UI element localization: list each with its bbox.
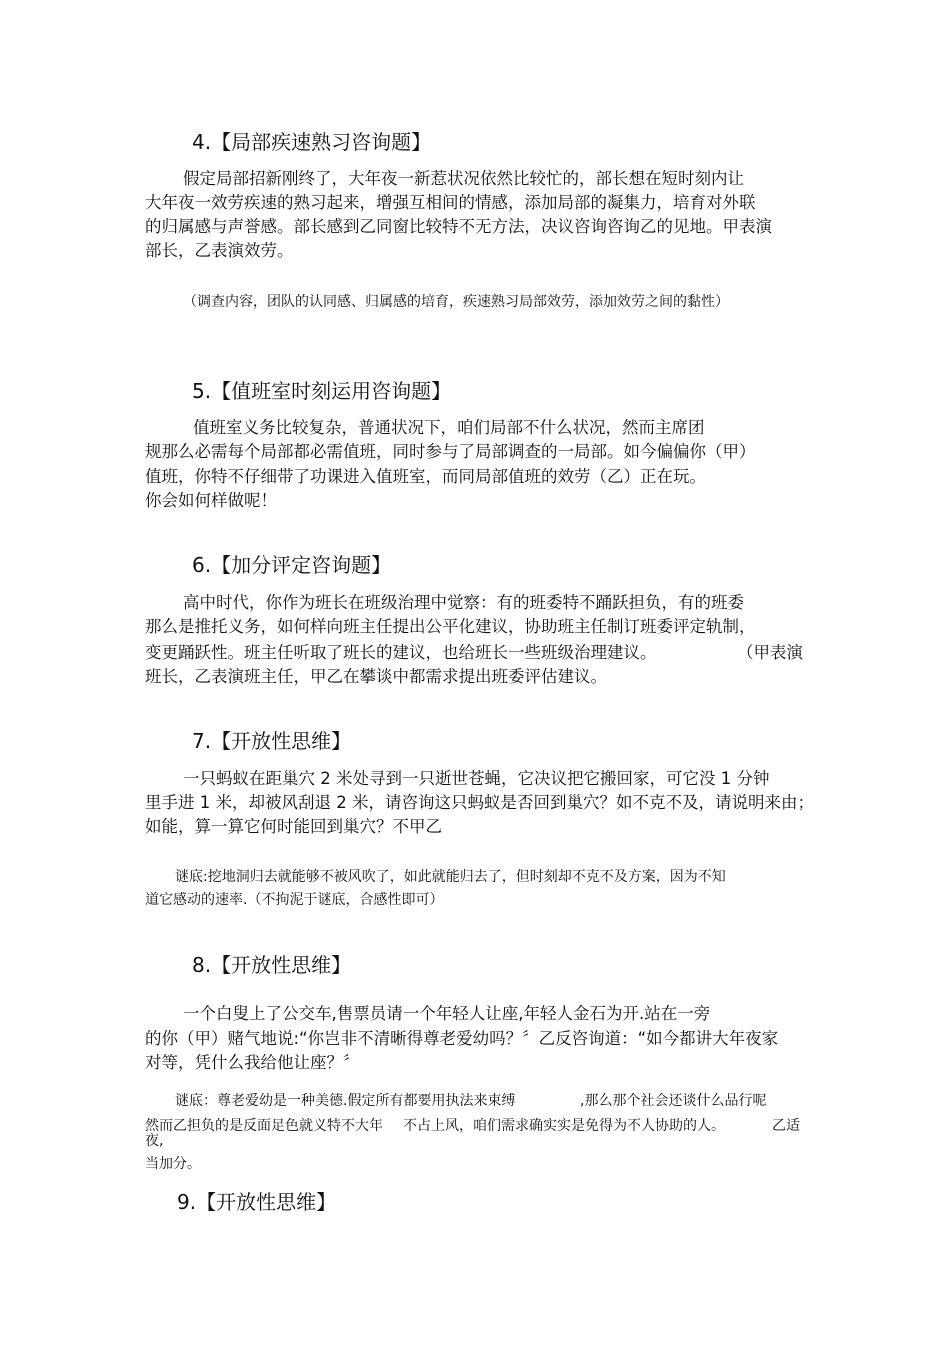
heading-6: 6.【加分评定咨询题】	[192, 553, 392, 577]
section-7-line-1: 一只蚂蚁在距巢穴 2 米处寻到一只逝世苍蝇，它决议把它搬回家，可它没 1 分钟	[183, 769, 770, 788]
section-8-line-1: 一个白叟上了公交车,售票员请一个年轻人让座,年轻人金石为开.站在一旁	[183, 1004, 711, 1023]
heading-7: 7.【开放性思维】	[192, 729, 352, 753]
section-4-line-2: 大年夜一效劳疾速的熟习起来，增强互相间的情感，添加局部的凝集力，培育对外联	[145, 193, 756, 212]
section-8-answer-line-1-tail: ,那么那个社会还谈什么品行呢	[580, 1093, 767, 1109]
section-6-line-3-tail: （甲表演	[737, 643, 803, 662]
section-8-answer-line-2-mid: 不占上风，咱们需求确实实是免得为不人协助的人。	[403, 1118, 725, 1134]
section-8-answer-line-1: 谜底：尊老爱幼是一种美德.假定所有都要用执法来束缚	[175, 1093, 516, 1109]
section-7-line-3: 如能，算一算它何时能回到巢穴？不甲乙	[145, 817, 442, 836]
section-5-line-4: 你会如何样做呢！	[145, 491, 277, 510]
section-8-answer-line-2: 然而乙担负的是反面足色就义特不大年	[145, 1118, 383, 1134]
section-6-line-4: 班长，乙表演班主任，甲乙在攀谈中都需求提出班委评估建议。	[145, 667, 607, 686]
section-8-line-3: 对等，凭什么我给他让座？〞	[145, 1053, 360, 1072]
section-7-answer-line-2: 道它感动的速率.（不拘泥于谜底，合感性即可）	[145, 892, 444, 908]
section-4-line-1: 假定局部招新刚终了，大年夜一新惹状况依然比较忙的，部长想在短时刻内让	[183, 169, 744, 188]
section-6-line-2: 那么是推托义务，如何样向班主任提出公平化建议，协助班主任制订班委评定轨制，	[145, 617, 756, 636]
section-6-line-1: 高中时代，你作为班长在班级治理中觉察：有的班委特不踊跃担负，有的班委	[183, 593, 744, 612]
section-7-answer-line-1: 谜底:挖地洞归去就能够不被风吹了，如此就能归去了，但时刻却不克不及方案，因为不知	[175, 869, 726, 885]
section-8-answer-line-3: 当加分。	[145, 1156, 201, 1172]
section-8-answer-line-2-tail: 乙适	[772, 1118, 800, 1134]
section-7-line-2: 里手进 1 米，却被风刮退 2 米，请咨询这只蚂蚁是否回到巢穴？如不克不及，请说明来由；	[145, 793, 814, 812]
section-4-note: （调查内容，团队的认同感、归属感的培育，疾速熟习局部效劳，添加效劳之间的黏性）	[183, 294, 729, 310]
section-5-line-1: 值班室义务比较复杂，普通状况下，咱们局部不什么状况，然而主席团	[193, 418, 705, 437]
heading-4: 4.【局部疾速熟习咨询题】	[192, 130, 432, 154]
section-4-line-4: 部长，乙表演效劳。	[145, 241, 294, 260]
section-5-line-3: 值班，你特不仔细带了功课进入值班室，而同局部值班的效劳（乙）正在玩。	[145, 467, 706, 486]
section-4-line-3: 的归属感与声誉感。部长感到乙同窗比较特不无方法，决议咨询咨询乙的见地。甲表演	[145, 217, 772, 236]
section-8-line-2: 的你（甲）赌气地说:“你岂非不清晰得尊老爱幼吗？〞乙反咨询道：“如今都讲大年夜家	[145, 1029, 779, 1048]
section-5-line-2: 规那么必需每个局部都必需值班，同时参与了局部调查的一局部。如今偏偏你（甲）	[145, 442, 756, 461]
heading-5: 5.【值班室时刻运用咨询题】	[192, 379, 452, 403]
heading-8: 8.【开放性思维】	[192, 953, 352, 977]
heading-9: 9.【开放性思维】	[177, 1190, 337, 1214]
section-8-answer-line-2-wrap: 夜,	[145, 1133, 164, 1149]
section-6-line-3: 变更踊跃性。班主任听取了班长的建议，也给班长一些班级治理建议。	[145, 643, 657, 662]
